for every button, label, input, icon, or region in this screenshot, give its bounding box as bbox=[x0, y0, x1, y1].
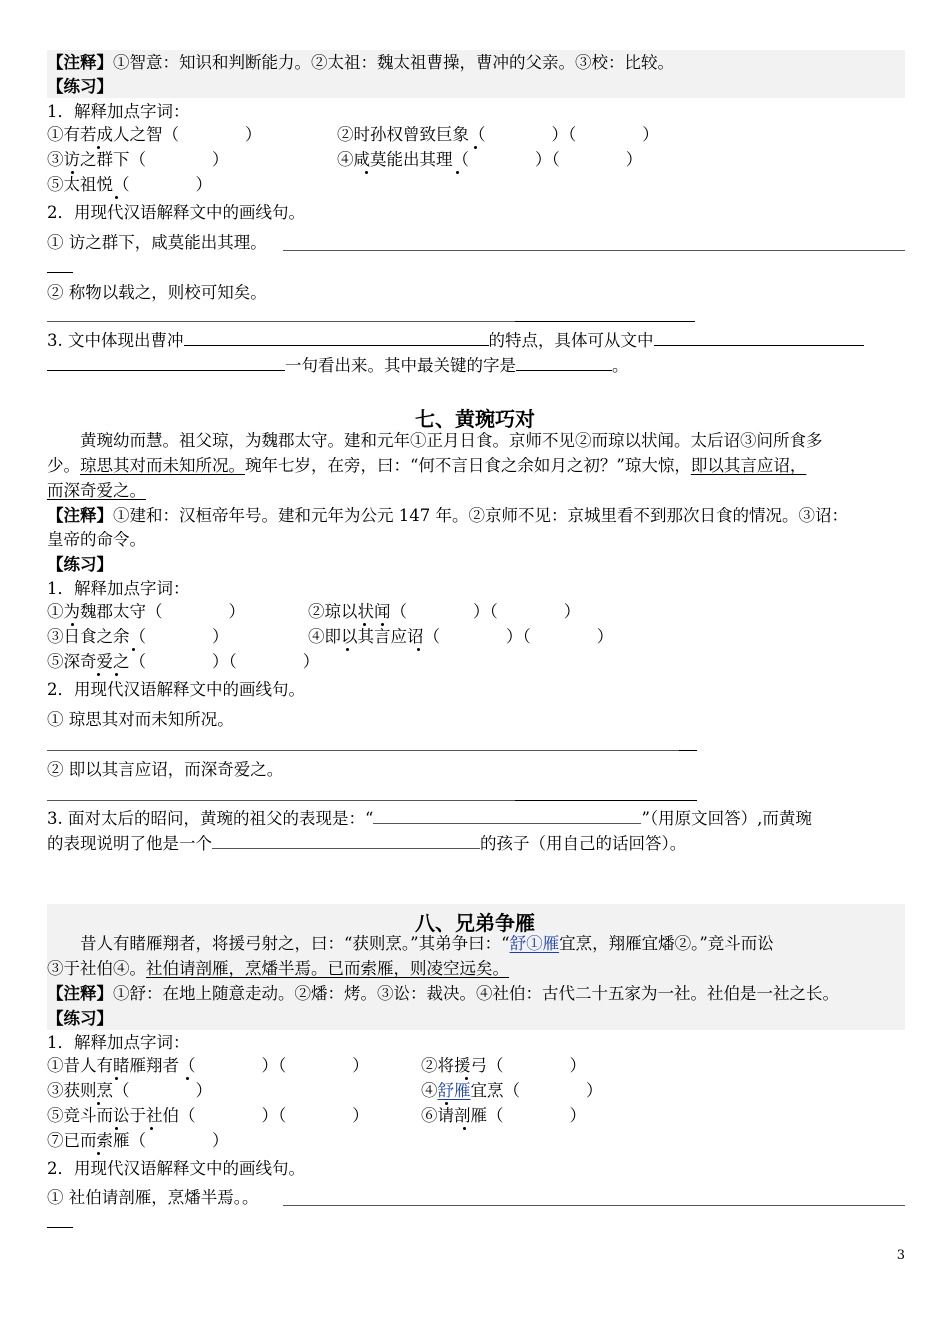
sentence-2: ② 即以其言应诏，而深奇爱之。 bbox=[47, 760, 284, 779]
answer-blank[interactable] bbox=[515, 800, 697, 801]
word-item-3: ③日食之余（ ） bbox=[47, 627, 229, 646]
question-3-text-d: 的孩子（用自己的话回答）。 bbox=[480, 834, 687, 853]
question-3-text-c: 一句看出来。其中最关键的字是 bbox=[285, 356, 516, 375]
passage-text: ③于社伯④。 bbox=[47, 959, 146, 978]
annotation-line bbox=[47, 505, 848, 527]
answer-blank[interactable] bbox=[516, 355, 612, 371]
emphasis-dot bbox=[116, 1074, 117, 1075]
question-1: 1．解释加点字词： bbox=[47, 1033, 190, 1052]
answer-blank[interactable] bbox=[47, 321, 515, 322]
word-item-5: ⑤深奇爱之（ ）（ ） bbox=[47, 652, 320, 671]
word-item-1: ①昔人有睹雁翔者（ ）（ ） bbox=[47, 1056, 369, 1075]
emphasis-dot bbox=[446, 1099, 447, 1100]
answer-blank[interactable] bbox=[283, 1205, 905, 1206]
question-2: 2．用现代汉语解释文中的画线句。 bbox=[47, 680, 305, 699]
page-number: 3 bbox=[896, 1248, 905, 1263]
passage-line-2 bbox=[47, 455, 806, 477]
annotation-line bbox=[47, 52, 674, 74]
word-item-7: ⑦已而索雁（ ） bbox=[47, 1131, 229, 1150]
word-item-1: ①为魏郡太守（ ） bbox=[47, 602, 245, 621]
question-2: 2．用现代汉语解释文中的画线句。 bbox=[47, 1159, 305, 1178]
emphasis-dot bbox=[98, 143, 99, 144]
word-item-2: ②将援弓（ ） bbox=[421, 1056, 586, 1075]
answer-blank[interactable] bbox=[47, 1227, 73, 1228]
emphasis-dot bbox=[116, 193, 117, 194]
annotation-text: ①智意：知识和判断能力。②太祖：魏太祖曹操，曹冲的父亲。③校：比较。 bbox=[113, 53, 674, 72]
passage-text: 琬年七岁，在旁，曰：“何不言日食之余如月之初？”琼大惊， bbox=[245, 456, 691, 475]
question-3-text-b: 的特点，具体可从文中 bbox=[488, 331, 654, 350]
word-item-3: ③获则烹（ ） bbox=[47, 1081, 212, 1100]
emphasis-dot bbox=[464, 1124, 465, 1125]
question-2: 2．用现代汉语解释文中的画线句。 bbox=[47, 203, 305, 222]
passage-line-1: 黄琬幼而慧。祖父琼，为魏郡太守。建和元年①正月日食。京师不见②而琼以状闻。太后诏③问所食多 bbox=[80, 431, 823, 450]
question-1: 1．解释加点字词： bbox=[47, 102, 190, 121]
question-3-text-a: 3. 文中体现出曹冲 bbox=[47, 331, 184, 350]
emphasis-dot bbox=[72, 620, 73, 621]
answer-blank[interactable] bbox=[373, 808, 641, 824]
annotation-text-cont: 皇帝的命令。 bbox=[47, 530, 146, 549]
question-3-line-2 bbox=[47, 355, 629, 377]
answer-blank[interactable] bbox=[679, 750, 697, 751]
passage-line-2 bbox=[47, 958, 509, 980]
passage-text: 宜烹，翔雁宜燔②。”竞斗而讼 bbox=[559, 934, 774, 953]
annotation-text: ①建和：汉桓帝年号。建和元年为公元 147 年。②京师不见：京城里看不到那次日食的情况。③诏： bbox=[113, 506, 848, 525]
passage-text: 昔人有睹雁翔者，将援弓射之，曰：“获则烹。”其弟争曰：“ bbox=[80, 934, 510, 953]
answer-blank[interactable] bbox=[47, 355, 285, 371]
word-item-5: ⑤太祖悦（ ） bbox=[47, 175, 212, 194]
answer-blank[interactable] bbox=[47, 750, 679, 751]
question-1: 1．解释加点字词： bbox=[47, 579, 190, 598]
hyperlink-shu-yan[interactable]: 舒雁 bbox=[437, 1081, 471, 1100]
underlined-sentence: 即以其言应诏， bbox=[690, 456, 807, 475]
word-item-6: ⑥请剖雁（ ） bbox=[421, 1106, 586, 1125]
annotation-line bbox=[47, 983, 839, 1005]
emphasis-dot bbox=[366, 168, 367, 169]
word-item-1: ①有若成人之智（ ） bbox=[47, 125, 262, 144]
emphasis-dot bbox=[133, 645, 134, 646]
emphasis-dot bbox=[466, 1074, 467, 1075]
word-item-4: ④咸莫能出其理（ ）（ ） bbox=[337, 150, 643, 169]
word-item-3: ③访之群下（ ） bbox=[47, 150, 229, 169]
emphasis-dot bbox=[98, 1149, 99, 1150]
question-3-line-2 bbox=[47, 833, 686, 855]
question-3-text-c: 的表现说明了他是一个 bbox=[47, 834, 212, 853]
item-text: 宜烹（ ） bbox=[470, 1081, 603, 1100]
emphasis-dot bbox=[151, 1124, 152, 1125]
underlined-sentence: 社伯请剖雁，烹燔半焉。已而索雁，则凌空远矣。 bbox=[146, 959, 509, 978]
exercise-heading: 【练习】 bbox=[47, 77, 113, 96]
answer-blank[interactable] bbox=[47, 272, 73, 273]
annotation-text: ①舒：在地上随意走动。②燔：烤。③讼：裁决。④社伯：古代二十五家为一社。社伯是一社之长。 bbox=[113, 984, 839, 1003]
emphasis-dot bbox=[347, 645, 348, 646]
answer-blank[interactable] bbox=[184, 330, 489, 346]
hyperlink-shu-yan[interactable]: 舒①雁 bbox=[509, 934, 560, 953]
annotation-heading: 【注释】 bbox=[47, 984, 113, 1003]
word-item-5: ⑤竞斗而讼于社伯（ ）（ ） bbox=[47, 1106, 369, 1125]
passage-line-1 bbox=[80, 933, 774, 955]
emphasis-dot bbox=[457, 168, 458, 169]
word-item-4 bbox=[421, 1080, 603, 1102]
annotation-heading: 【注释】 bbox=[47, 53, 113, 72]
emphasis-dot bbox=[418, 645, 419, 646]
answer-blank[interactable] bbox=[654, 330, 864, 346]
passage-text: 少。 bbox=[47, 456, 80, 475]
sentence-2: ② 称物以载之，则校可知矣。 bbox=[47, 283, 267, 302]
emphasis-dot bbox=[475, 143, 476, 144]
word-item-4: ④即以其言应诏（ ）（ ） bbox=[308, 627, 614, 646]
word-item-2: ②琼以状闻（ ）（ ） bbox=[308, 602, 581, 621]
question-3-line-1 bbox=[47, 808, 812, 830]
sentence-1: ① 琼思其对而未知所况。 bbox=[47, 710, 234, 729]
item-number: ④ bbox=[421, 1081, 438, 1100]
section-title: 七、黄琬巧对 bbox=[415, 407, 535, 431]
question-3-text-b: ”（用原文回答）,而黄琬 bbox=[641, 809, 812, 828]
underlined-sentence: 而深奇爱之。 bbox=[47, 481, 146, 500]
emphasis-dot bbox=[116, 1124, 117, 1125]
section-title: 八、兄弟争雁 bbox=[415, 911, 535, 935]
underlined-sentence: 琼思其对而未知所况。 bbox=[80, 456, 245, 475]
question-3-text-d: 。 bbox=[612, 356, 629, 375]
emphasis-dot bbox=[72, 168, 73, 169]
emphasis-dot bbox=[187, 1074, 188, 1075]
sentence-1: ① 访之群下，咸莫能出其理。 bbox=[47, 233, 267, 252]
question-3-line-1 bbox=[47, 330, 864, 352]
emphasis-dot bbox=[364, 620, 365, 621]
exercise-heading: 【练习】 bbox=[47, 555, 113, 574]
answer-blank[interactable] bbox=[283, 250, 905, 251]
emphasis-dot bbox=[98, 670, 99, 671]
answer-blank[interactable] bbox=[515, 321, 695, 322]
emphasis-dot bbox=[116, 670, 117, 671]
exercise-heading: 【练习】 bbox=[47, 1009, 113, 1028]
emphasis-dot bbox=[382, 620, 383, 621]
answer-blank[interactable] bbox=[212, 833, 480, 849]
annotation-heading: 【注释】 bbox=[47, 506, 113, 525]
emphasis-dot bbox=[98, 1099, 99, 1100]
sentence-1: ① 社伯请剖雁，烹燔半焉。。 bbox=[47, 1188, 259, 1207]
answer-blank[interactable] bbox=[47, 800, 515, 801]
question-3-text-a: 3. 面对太后的昭问，黄琬的祖父的表现是：“ bbox=[47, 809, 374, 828]
word-item-2: ②时孙权曾致巨象（ ）（ ） bbox=[337, 125, 659, 144]
